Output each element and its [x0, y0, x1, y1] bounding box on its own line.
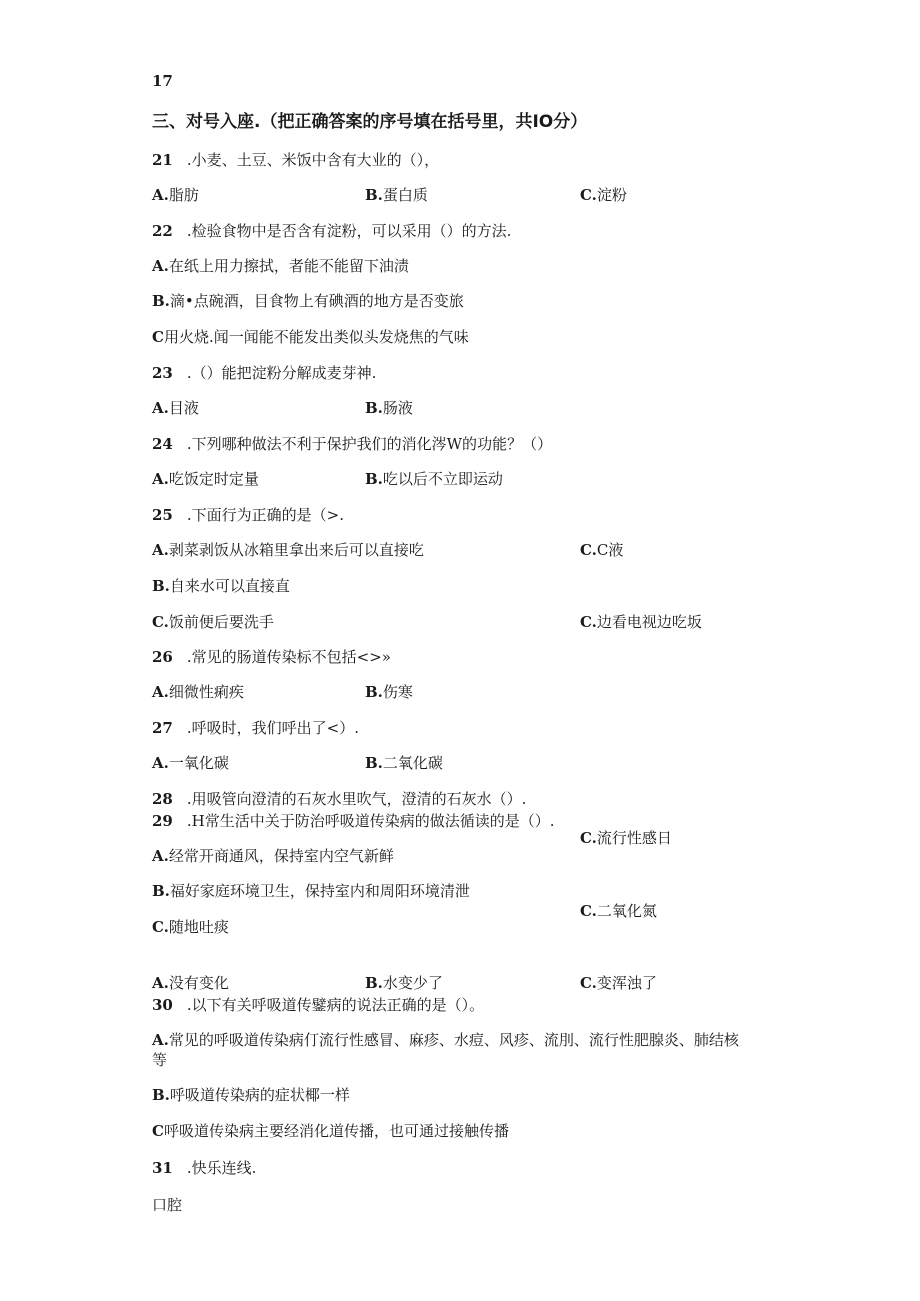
option-b	[152, 579, 290, 594]
question-number: 27	[152, 719, 173, 737]
option-label: B.	[365, 683, 383, 701]
option-label: A.	[152, 754, 169, 772]
option-label: C.	[580, 541, 597, 559]
question-number: 28	[152, 790, 173, 808]
option-a	[152, 685, 244, 700]
option-b	[152, 294, 464, 309]
option-c	[152, 1124, 509, 1139]
matching-item: 口腔	[152, 1196, 183, 1214]
option-label: A.	[152, 1031, 169, 1049]
option-label: C	[152, 328, 164, 346]
option-text: 蛋白质	[382, 186, 428, 204]
option-b	[365, 756, 443, 771]
question-21	[152, 153, 439, 168]
question-24	[152, 437, 552, 452]
option-c	[580, 188, 627, 203]
option-label: C	[152, 1122, 164, 1140]
option-a	[152, 976, 229, 991]
option-c	[580, 976, 657, 991]
option-text: 在纸上用力擦拭，者能不能留下油渍	[168, 257, 409, 275]
page-number: 17	[152, 72, 173, 90]
option-label: A.	[152, 541, 169, 559]
question-text: .下面行为正确的是（>.	[186, 506, 344, 524]
option-a	[152, 849, 394, 864]
option-text: 吃以后不立即运动	[382, 470, 503, 488]
option-text: 滴•点碗酒，目食物上有碘酒的地方是否变旅	[169, 292, 464, 310]
option-a-continuation: 等	[152, 1051, 168, 1069]
option-text: 淀粉	[596, 186, 627, 204]
option-label: C.	[580, 186, 597, 204]
option-text: 肠液	[382, 399, 413, 417]
question-number: 31	[152, 1159, 173, 1177]
option-b	[365, 685, 413, 700]
question-number: 23	[152, 364, 173, 382]
option-a	[152, 188, 199, 203]
option-a	[152, 259, 409, 274]
option-text: 伤寒	[382, 683, 413, 701]
option-c	[152, 920, 229, 935]
question-30	[152, 998, 484, 1013]
option-label: A.	[152, 847, 169, 865]
option-label: A.	[152, 683, 169, 701]
option-b	[365, 188, 428, 203]
question-23	[152, 366, 376, 381]
option-text: C液	[596, 541, 624, 559]
question-29	[152, 814, 555, 829]
option-label: A.	[152, 186, 169, 204]
question-text: .用吸管向澄清的石灰水里吹气，澄清的石灰水（）.	[186, 790, 527, 808]
option-text: 没有变化	[168, 974, 229, 992]
option-text: 流行性感日	[596, 829, 672, 847]
option-text: 二氧化氮	[596, 902, 657, 920]
option-label: B.	[365, 399, 383, 417]
option-label: B.	[152, 577, 170, 595]
option-a	[152, 401, 199, 416]
option-label: B.	[152, 292, 170, 310]
option-a	[152, 472, 259, 487]
question-text: .下列哪种做法不利于保护我们的消化涔W的功能？（）	[186, 435, 553, 453]
option-text: 变浑浊了	[596, 974, 657, 992]
option-text: 水变少了	[382, 974, 443, 992]
option-label: C.	[580, 902, 597, 920]
option-label: C.	[580, 613, 597, 631]
question-number: 29	[152, 812, 173, 830]
option-label: B.	[152, 1086, 170, 1104]
option-label: B.	[365, 974, 383, 992]
option-label: A.	[152, 399, 169, 417]
option-text: 吃饭定时定量	[168, 470, 259, 488]
option-c	[152, 330, 469, 345]
question-27	[152, 721, 359, 736]
option-text: 目液	[168, 399, 199, 417]
question-28	[152, 792, 526, 807]
section-title: 三、对号入座.（把正确答案的序号填在括号里，共IO分）	[152, 112, 588, 132]
option-b	[152, 1088, 350, 1103]
option-label: A.	[152, 470, 169, 488]
stray-option-c	[580, 904, 657, 919]
option-b	[365, 401, 413, 416]
option-text: 饭前便后要洗手	[168, 613, 274, 631]
question-number: 24	[152, 435, 173, 453]
option-c	[152, 615, 274, 630]
question-22	[152, 224, 511, 239]
question-text: .以下有关呼吸道传鐾病的说法正确的是（）。	[186, 996, 485, 1014]
option-b	[152, 884, 470, 899]
option-a	[152, 756, 229, 771]
question-number: 25	[152, 506, 173, 524]
option-text: 剥菜剥饭从冰箱里拿出来后可以直接吃	[168, 541, 424, 559]
option-label: B.	[365, 754, 383, 772]
option-label: A.	[152, 974, 169, 992]
question-text: .快乐连线.	[186, 1159, 257, 1177]
option-a	[152, 543, 424, 558]
question-text: .小麦、土豆、米饭中含有大业的（），	[186, 151, 440, 169]
option-label: C.	[152, 918, 169, 936]
option-text: 呼吸道传染病的症状椰一样	[169, 1086, 350, 1104]
option-b	[365, 976, 443, 991]
option-text: 自来水可以直接直	[169, 577, 290, 595]
question-number: 30	[152, 996, 173, 1014]
option-label: C.	[580, 974, 597, 992]
option-text: 福好家庭环境卫生，保持室内和周阳环境清泄	[169, 882, 470, 900]
option-text: 脂肪	[168, 186, 199, 204]
option-text: 常见的呼吸道传染病仃流行性感冒、麻疹、水痘、风疹、流刖、流行性肥腺炎、肺结核	[168, 1031, 739, 1049]
option-label: B.	[152, 882, 170, 900]
option-label: C.	[580, 829, 597, 847]
question-text: .H常生活中关于防治呼吸道传染病的做法循读的是（）.	[186, 812, 555, 830]
option-c	[580, 543, 623, 558]
option-label: B.	[365, 186, 383, 204]
question-text: .呼吸时，我们呼出了<）.	[186, 719, 359, 737]
question-text: .检验食物中是否含有淀粉，可以采用（）的方法.	[186, 222, 512, 240]
question-25	[152, 508, 344, 523]
option-label: A.	[152, 257, 169, 275]
option-text: 一氧化碳	[168, 754, 229, 772]
question-text: .常见的肠道传染标不包括<>»	[186, 648, 391, 666]
option-a	[152, 1033, 739, 1048]
option-text: 随地吐痰	[168, 918, 229, 936]
option-text: 用火烧.闻一闻能不能发出类似头发烧焦的气味	[163, 328, 469, 346]
option-c	[580, 615, 702, 630]
question-number: 22	[152, 222, 173, 240]
stray-option-c	[580, 831, 672, 846]
option-text: 呼吸道传染病主要经消化道传播，也可通过接触传播	[163, 1122, 509, 1140]
option-label: C.	[152, 613, 169, 631]
option-text: 边看电视边吃坂	[596, 613, 702, 631]
option-text: 二氧化碳	[382, 754, 443, 772]
option-b	[365, 472, 503, 487]
option-text: 细微性痢疾	[168, 683, 244, 701]
question-text: .（）能把淀粉分解成麦芽神.	[186, 364, 377, 382]
option-label: B.	[365, 470, 383, 488]
question-number: 21	[152, 151, 173, 169]
question-31	[152, 1161, 256, 1176]
option-text: 经常开商通风，保持室内空气新鲜	[168, 847, 394, 865]
question-26	[152, 650, 391, 665]
question-number: 26	[152, 648, 173, 666]
